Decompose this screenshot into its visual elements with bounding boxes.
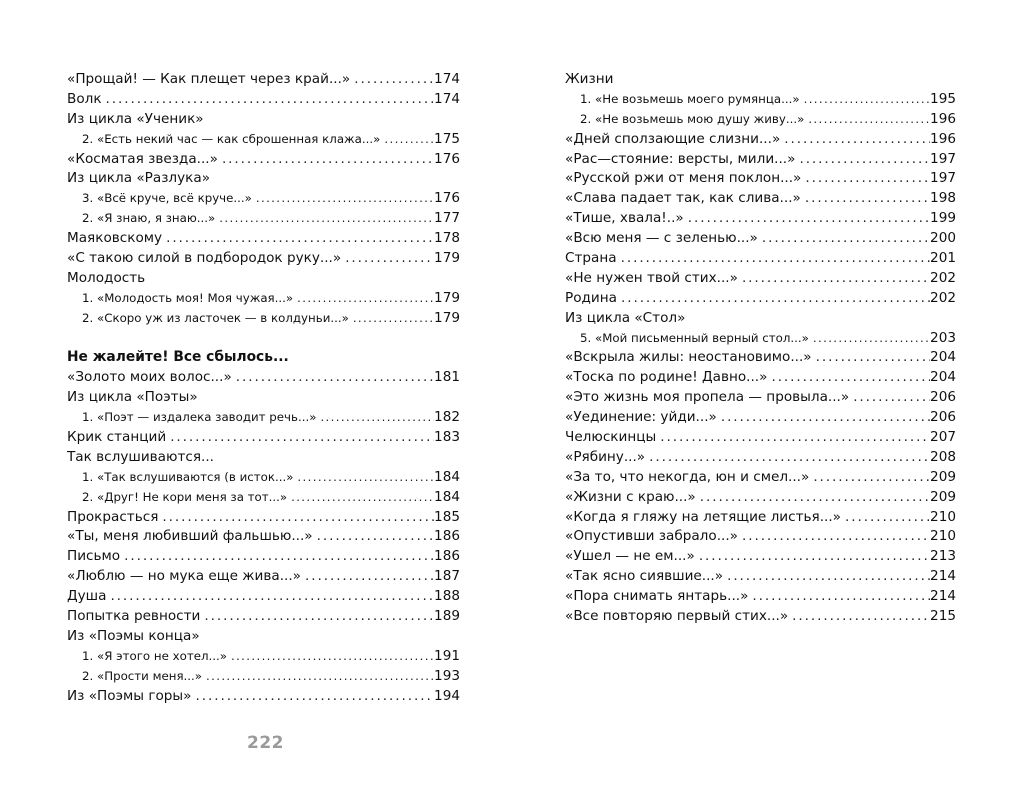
toc-entry-title: Волк xyxy=(67,90,102,107)
toc-entry-title: «Дней сползающие слизни...» xyxy=(565,130,781,147)
toc-page-number: 209 xyxy=(930,468,956,485)
toc-page-number: 176 xyxy=(434,150,460,167)
page-number: 222 xyxy=(247,733,284,753)
toc-page-number: 195 xyxy=(930,90,956,107)
toc-page-number: 204 xyxy=(930,349,956,366)
toc-entry-title: Молодость xyxy=(67,269,146,286)
toc-page-number: 213 xyxy=(930,548,956,565)
dot-leader xyxy=(349,309,434,329)
toc-entry xyxy=(565,468,956,488)
toc-page-number: 186 xyxy=(434,548,460,565)
dot-leader xyxy=(215,209,434,229)
toc-section-heading xyxy=(67,348,460,368)
toc-entry-title: 1. «Я этого не хотел...» xyxy=(82,648,227,663)
toc-entry-title: 1. «Не возьмешь моего румянца...» xyxy=(580,91,800,106)
dot-leader xyxy=(617,289,930,309)
toc-entry-title: «Жизни с краю...» xyxy=(565,488,696,505)
toc-sub-entry xyxy=(67,647,460,667)
toc-entry-title: 2. «Есть некий час — как сброшенная клажа...» xyxy=(82,131,381,146)
toc-entry xyxy=(565,368,956,388)
dot-leader xyxy=(801,169,930,189)
dot-leader xyxy=(684,209,930,229)
toc-sub-entry xyxy=(67,189,460,209)
toc-page-number: 189 xyxy=(434,608,460,625)
toc-entry-title: Маяковскому xyxy=(67,230,163,247)
toc-entry-title: «Рябину...» xyxy=(565,448,646,465)
dot-leader xyxy=(316,408,434,428)
dot-leader xyxy=(695,547,930,567)
toc-entry xyxy=(565,587,956,607)
dot-leader xyxy=(645,448,930,468)
dot-leader xyxy=(795,150,930,170)
toc-entry-title: Так вслушиваются... xyxy=(67,448,214,465)
toc-entry-title: 2. «Друг! Не кори меня за тот...» xyxy=(82,489,288,504)
toc-entry-title: Письмо xyxy=(67,548,121,565)
toc-page-number: 196 xyxy=(930,130,956,147)
dot-leader xyxy=(227,647,434,667)
toc-page-number: 208 xyxy=(930,448,956,465)
dot-leader xyxy=(804,110,930,130)
toc-page-number: 194 xyxy=(434,687,460,704)
toc-group-title xyxy=(565,70,956,90)
toc-entry xyxy=(67,368,460,388)
toc-entry-title: «Люблю — но мука еще жива...» xyxy=(67,568,301,585)
toc-entry xyxy=(67,508,460,528)
toc-sub-entry xyxy=(67,130,460,150)
toc-entry-title: «Уединение: уйди...» xyxy=(565,409,717,426)
toc-entry-title: Челюскинцы xyxy=(565,429,657,446)
toc-page-number: 196 xyxy=(930,110,956,127)
dot-leader xyxy=(202,667,434,687)
toc-page-number: 191 xyxy=(434,647,460,664)
toc-page-number: 179 xyxy=(434,289,460,306)
toc-entry xyxy=(67,587,460,607)
toc-entry-title: Попытка ревности xyxy=(67,608,201,625)
dot-leader xyxy=(218,150,434,170)
toc-entry-title: Прокрасться xyxy=(67,508,159,525)
toc-page-number: 181 xyxy=(434,369,460,386)
toc-left-column xyxy=(67,70,460,707)
dot-leader xyxy=(162,229,434,249)
toc-sub-entry xyxy=(67,309,460,329)
dot-leader xyxy=(801,189,930,209)
toc-entry-title: «За то, что некогда, юн и смел...» xyxy=(565,468,810,485)
toc-entry xyxy=(67,687,460,707)
toc-page-number: 185 xyxy=(434,508,460,525)
toc-entry-title: Из цикла «Разлука» xyxy=(67,170,211,187)
toc-entry-title: 2. «Скоро уж из ласточек — в колдуньи...» xyxy=(82,310,349,325)
toc-entry xyxy=(565,527,956,547)
toc-page-number: 210 xyxy=(930,508,956,525)
toc-entry-title: «Ушел — не ем...» xyxy=(565,548,695,565)
toc-group-title xyxy=(67,388,460,408)
dot-leader xyxy=(812,348,930,368)
toc-entry xyxy=(565,209,956,229)
dot-leader xyxy=(809,468,930,488)
toc-entry xyxy=(67,428,460,448)
toc-sub-entry xyxy=(565,110,956,130)
dot-leader xyxy=(617,249,930,269)
dot-leader xyxy=(102,90,435,110)
toc-page-number: 202 xyxy=(930,269,956,286)
toc-entry-title: «Прощай! — Как плещет через край...» xyxy=(67,70,351,87)
toc-page-number: 209 xyxy=(930,488,956,505)
toc-page-number: 177 xyxy=(434,210,460,227)
toc-entry xyxy=(565,289,956,309)
toc-entry xyxy=(565,169,956,189)
dot-leader xyxy=(106,587,434,607)
toc-page-number: 206 xyxy=(930,409,956,426)
dot-leader xyxy=(717,408,930,428)
toc-entry xyxy=(565,567,956,587)
toc-entry xyxy=(67,150,460,170)
toc-entry xyxy=(565,448,956,468)
toc-entry xyxy=(565,408,956,428)
toc-entry-title: 2. «Я знаю, я знаю...» xyxy=(82,211,216,226)
dot-leader xyxy=(350,70,434,90)
toc-entry-title: «С такою силой в подбородок руку...» xyxy=(67,250,342,266)
toc-page-number: 214 xyxy=(930,568,956,585)
toc-page-number: 202 xyxy=(930,289,956,306)
toc-group-title xyxy=(67,110,460,130)
toc-page-number: 206 xyxy=(930,389,956,406)
toc-sub-entry xyxy=(67,667,460,687)
toc-entry-title: Не жалейте! Все сбылось... xyxy=(67,349,289,366)
toc-entry-title: «Не нужен твой стих...» xyxy=(565,269,738,286)
toc-page-number: 184 xyxy=(434,468,460,485)
toc-entry xyxy=(565,488,956,508)
dot-leader xyxy=(738,269,930,289)
dot-leader xyxy=(380,130,434,150)
toc-page-number: 179 xyxy=(434,309,460,326)
toc-page-number: 176 xyxy=(434,190,460,207)
dot-leader xyxy=(780,130,930,150)
toc-entry-title: 1. «Поэт — издалека заводит речь...» xyxy=(82,410,317,425)
toc-page-number: 200 xyxy=(930,230,956,247)
dot-leader xyxy=(158,508,434,528)
toc-entry-title: «Когда я гляжу на летящие листья...» xyxy=(565,508,841,525)
toc-page-number: 214 xyxy=(930,588,956,605)
toc-page-number: 198 xyxy=(930,190,956,207)
toc-group-title xyxy=(67,169,460,189)
toc-sub-entry xyxy=(67,468,460,488)
toc-entry-title: Жизни xyxy=(565,70,614,87)
toc-entry-title: «Русской ржи от меня поклон...» xyxy=(565,170,802,187)
toc-entry-title: Родина xyxy=(565,289,617,306)
dot-leader xyxy=(767,368,930,388)
toc-entry-title: 3. «Всё круче, всё круче...» xyxy=(82,191,252,206)
toc-page-number: 193 xyxy=(434,667,460,684)
toc-page-number: 210 xyxy=(930,528,956,545)
toc-page-number: 199 xyxy=(930,210,956,227)
dot-leader xyxy=(849,388,930,408)
toc-entry xyxy=(565,229,956,249)
dot-leader xyxy=(166,428,434,448)
dot-leader xyxy=(696,488,930,508)
toc-page-number: 203 xyxy=(930,329,956,346)
toc-entry xyxy=(565,150,956,170)
dot-leader xyxy=(252,189,434,209)
dot-leader xyxy=(656,428,930,448)
dot-leader xyxy=(800,90,930,110)
toc-group-title xyxy=(67,269,460,289)
toc-entry-title: «Тоска по родине! Давно...» xyxy=(565,369,768,386)
toc-entry-title: «Опустивши забрало...» xyxy=(565,528,738,545)
toc-entry-title: Из «Поэмы горы» xyxy=(67,687,192,704)
toc-page-number: 207 xyxy=(930,429,956,446)
toc-page-number: 186 xyxy=(434,528,460,545)
toc-entry xyxy=(565,607,956,627)
toc-entry xyxy=(565,249,956,269)
dot-leader xyxy=(313,527,434,547)
dot-leader xyxy=(809,329,930,349)
toc-entry xyxy=(565,547,956,567)
toc-page-number: 182 xyxy=(434,409,460,426)
toc-sub-entry xyxy=(67,209,460,229)
toc-entry-title: 2. «Прости меня...» xyxy=(82,668,203,683)
toc-page-number: 204 xyxy=(930,369,956,386)
dot-leader xyxy=(120,547,434,567)
dot-leader xyxy=(293,289,434,309)
toc-entry-title: Душа xyxy=(67,588,107,605)
toc-page-number: 184 xyxy=(434,488,460,505)
toc-sub-entry xyxy=(67,488,460,508)
toc-entry-title: Из «Поэмы конца» xyxy=(67,627,200,644)
toc-entry xyxy=(565,269,956,289)
dot-leader xyxy=(788,607,930,627)
toc-entry-title: «Рас—стояние: версты, мили...» xyxy=(565,150,796,167)
toc-entry-title: «Косматая звезда...» xyxy=(67,150,218,167)
toc-entry-title: «Так ясно сиявшие...» xyxy=(565,568,724,585)
section-spacer xyxy=(67,329,460,349)
toc-entry xyxy=(565,130,956,150)
toc-page-number: 187 xyxy=(434,568,460,585)
toc-entry-title: «Всю меня — с зеленью...» xyxy=(565,230,758,247)
toc-entry-title: «Тише, хвала!..» xyxy=(565,210,684,227)
toc-sub-entry xyxy=(67,408,460,428)
toc-page-number: 175 xyxy=(434,130,460,147)
toc-sub-entry xyxy=(565,329,956,349)
toc-entry xyxy=(565,388,956,408)
toc-page-number: 197 xyxy=(930,150,956,167)
toc-entry xyxy=(565,348,956,368)
toc-entry-title: «Все повторяю первый стих...» xyxy=(565,608,789,625)
dot-leader xyxy=(200,607,434,627)
toc-entry-title: Из цикла «Стол» xyxy=(565,309,686,326)
toc-page-number: 174 xyxy=(434,90,460,107)
toc-group-title xyxy=(67,448,460,468)
toc-entry-title: Из цикла «Поэты» xyxy=(67,389,198,406)
toc-sub-entry xyxy=(67,289,460,309)
toc-page-number: 179 xyxy=(434,250,460,266)
toc-entry xyxy=(67,70,460,90)
toc-entry-title: Страна xyxy=(565,250,617,266)
dot-leader xyxy=(301,567,434,587)
toc-page-number: 178 xyxy=(434,230,460,247)
toc-group-title xyxy=(565,309,956,329)
toc-entry-title: «Вскрыла жилы: неостановимо...» xyxy=(565,349,812,366)
toc-entry-title: «Золото моих волос...» xyxy=(67,369,232,386)
toc-entry-title: «Пора снимать янтарь...» xyxy=(565,588,749,605)
toc-right-column xyxy=(565,70,956,627)
toc-entry xyxy=(67,527,460,547)
dot-leader xyxy=(287,488,434,508)
toc-entry xyxy=(67,567,460,587)
toc-entry xyxy=(67,547,460,567)
dot-leader xyxy=(232,368,434,388)
toc-page-number: 188 xyxy=(434,588,460,605)
toc-page-number: 215 xyxy=(930,608,956,625)
toc-entry-title: «Ты, меня любивший фальшью...» xyxy=(67,528,313,545)
toc-page-number: 197 xyxy=(930,170,956,187)
dot-leader xyxy=(841,508,930,528)
toc-entry-title: 1. «Молодость моя! Моя чужая...» xyxy=(82,290,294,305)
dot-leader xyxy=(723,567,930,587)
toc-entry xyxy=(67,249,460,269)
toc-entry-title: 2. «Не возьмешь мою душу живу...» xyxy=(580,111,805,126)
toc-sub-entry xyxy=(565,90,956,110)
toc-entry xyxy=(565,189,956,209)
toc-page-number: 183 xyxy=(434,429,460,446)
toc-entry-title: 5. «Мой письменный верный стол...» xyxy=(580,330,809,345)
toc-entry-title: 1. «Так вслушиваются (в исток...» xyxy=(82,469,294,484)
dot-leader xyxy=(738,527,930,547)
toc-entry xyxy=(67,229,460,249)
toc-entry xyxy=(67,607,460,627)
toc-group-title xyxy=(67,627,460,647)
dot-leader xyxy=(293,468,434,488)
dot-leader xyxy=(341,249,434,269)
toc-entry-title: Крик станций xyxy=(67,429,167,446)
toc-page-number: 174 xyxy=(434,70,460,87)
toc-entry-title: «Это жизнь моя пропела — провыла...» xyxy=(565,389,850,406)
dot-leader xyxy=(191,687,434,707)
toc-entry-title: «Слава падает так, как слива...» xyxy=(565,190,801,207)
toc-page-number: 201 xyxy=(930,250,956,266)
toc-entry xyxy=(565,508,956,528)
dot-leader xyxy=(748,587,930,607)
toc-entry xyxy=(565,428,956,448)
toc-entry-title: Из цикла «Ученик» xyxy=(67,110,204,127)
dot-leader xyxy=(758,229,930,249)
toc-entry xyxy=(67,90,460,110)
